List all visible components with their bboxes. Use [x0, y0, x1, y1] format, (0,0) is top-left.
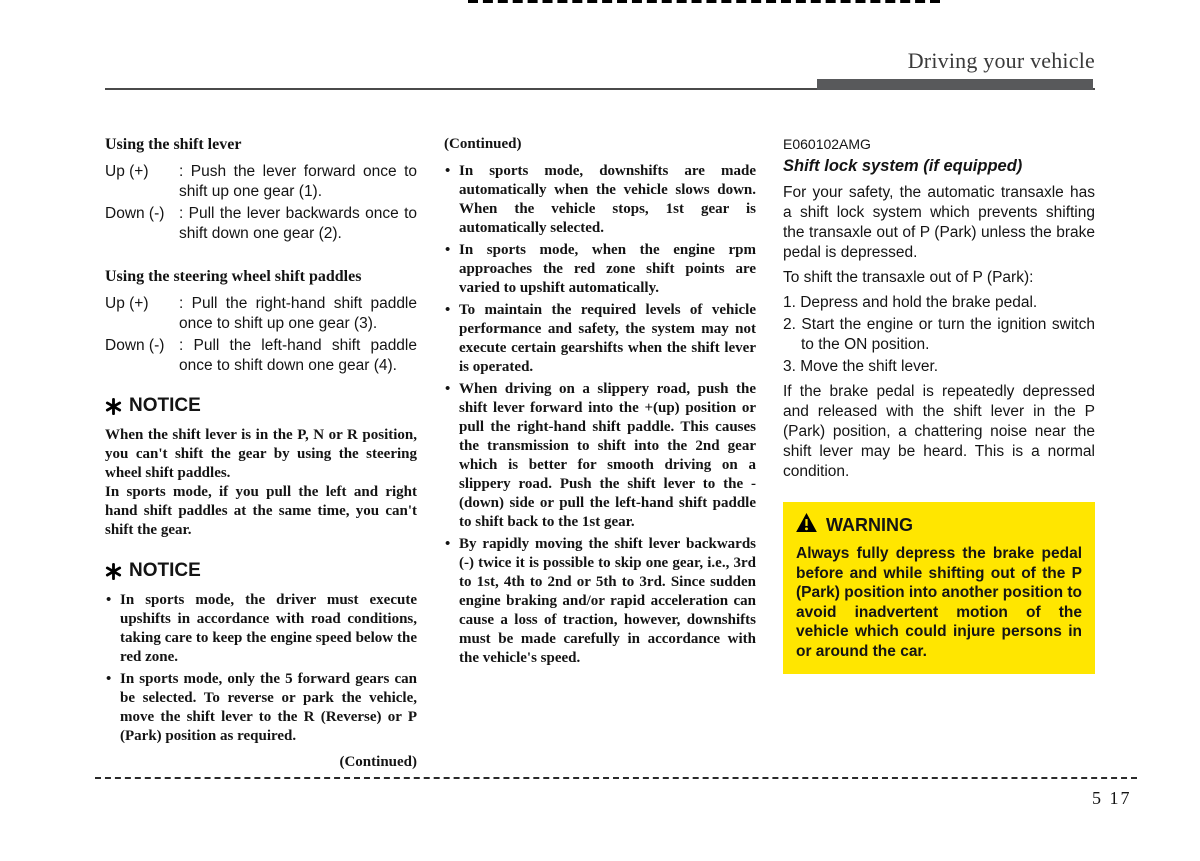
def-term: Up (+): [105, 295, 149, 312]
footer-dashed-rule: [95, 777, 1137, 779]
notice-title: NOTICE: [129, 395, 201, 416]
step-item: 2. Start the engine or turn the ignition switch to the ON position.: [783, 316, 1095, 353]
notice-asterisk-icon: [105, 398, 122, 415]
list-item: • In sports mode, when the engine rpm approaches the red zone shift points are varied to upshift automatically.: [444, 241, 756, 298]
paragraph: For your safety, the automatic transaxle has a shift lock system which prevents shifting the transaxle out of P (Park) unless the brake pedal is depressed.: [783, 184, 1095, 261]
warning-triangle-icon: [796, 513, 817, 537]
print-crop-mark-top: [468, 0, 940, 3]
paragraph: If the brake pedal is repeatedly depressed and released with the shift lever in the P (Park) position, a chattering noise near the shift lever may be heard. This is a normal condition.: [783, 383, 1095, 480]
notice-title: NOTICE: [129, 560, 201, 581]
section-title-shift-lever: Using the shift lever: [105, 136, 242, 153]
warning-title: WARNING: [826, 514, 913, 535]
sports-mode-bullets: [444, 162, 756, 668]
warning-heading: [796, 513, 1082, 537]
def-text: : Pull the right-hand shift paddle once to shift up one gear (3).: [179, 295, 417, 332]
column-middle: [444, 136, 756, 771]
reference-code: E060102AMG: [783, 136, 871, 152]
spacer: [105, 246, 417, 268]
def-text: : Pull the left-hand shift paddle once to shift down one gear (4).: [179, 337, 417, 374]
warning-body: Always fully depress the brake pedal before and while shifting out of the P (Park) position into another position to avoid inadvertent motion of the vehicle which could injure persons in or around the car.: [796, 545, 1082, 660]
page-header: [105, 48, 1095, 90]
list-item: • By rapidly moving the shift lever backwards (-) twice it is possible to skip one gear, i.e., 3rd to 1st, 4th to 2nd or 5th to 3rd. Since sudden engine braking and/or rapid acceleration can cause a loss of traction, however, downshifts must be made carefully in accordance with the vehicle's speed.: [444, 535, 756, 668]
notice-paragraph: In sports mode, if you pull the left and right hand shift paddles at the same time, you can't shift the gear.: [105, 484, 417, 538]
page-title: Driving your vehicle: [907, 48, 1095, 73]
column-right: [783, 136, 1095, 771]
def-term: Down (-): [105, 205, 165, 222]
header-accent-bar: [817, 79, 1093, 90]
content-columns: [105, 136, 1095, 771]
continued-label-bottom: (Continued): [339, 754, 417, 770]
def-text: : Pull the lever backwards once to shift down one gear (2).: [179, 205, 417, 242]
def-text: : Push the lever forward once to shift up one gear (1).: [179, 163, 417, 200]
list-item: • In sports mode, only the 5 forward gears can be selected. To reverse or park the vehicle, move the shift lever to the R (Reverse) or P (Park) position as required.: [105, 670, 417, 746]
step-item: 1. Depress and hold the brake pedal.: [783, 294, 1038, 311]
def-term: Up (+): [105, 163, 149, 180]
def-row-lever-down: [105, 204, 417, 243]
shift-lock-steps: [783, 293, 1095, 377]
def-row-paddle-down: [105, 336, 417, 375]
paragraph: To shift the transaxle out of P (Park):: [783, 269, 1034, 286]
notice-1-body: [105, 426, 417, 540]
notice-2-bullets: [105, 591, 417, 746]
list-item: • When driving on a slippery road, push the shift lever forward into the +(up) position or pull the right-hand shift paddle. This causes the transmission to shift into the 2nd gear which is better for smooth driving on a slippery road. Push the shift lever to the -(down) side or pull the left-hand shift paddle to shift back to the 1st gear.: [444, 380, 756, 532]
notice-asterisk-icon: [105, 563, 122, 580]
header-rule: [105, 77, 1095, 90]
notice-paragraph: When the shift lever is in the P, N or R position, you can't shift the gear by using the steering wheel shift paddles.: [105, 427, 417, 481]
column-left: [105, 136, 417, 771]
warning-box: [783, 502, 1095, 674]
def-term: Down (-): [105, 337, 165, 354]
notice-heading-2: [105, 560, 417, 582]
continued-label-top: (Continued): [444, 136, 522, 152]
page-number: 5 17: [1092, 788, 1132, 808]
shift-lock-note: [783, 382, 1095, 482]
shift-lock-body: [783, 183, 1095, 288]
def-row-paddle-up: [105, 294, 417, 333]
section-title-shift-lock: Shift lock system (if equipped): [783, 157, 1023, 175]
def-row-lever-up: [105, 162, 417, 201]
section-title-shift-paddles: Using the steering wheel shift paddles: [105, 268, 362, 285]
list-item: • To maintain the required levels of vehicle performance and safety, the system may not execute certain gearshifts when the shift lever is operated.: [444, 301, 756, 377]
list-item: • In sports mode, downshifts are made automatically when the vehicle slows down. When the vehicle stops, 1st gear is automatically selected.: [444, 162, 756, 238]
step-item: 3. Move the shift lever.: [783, 358, 939, 375]
notice-heading-1: [105, 395, 417, 417]
list-item: • In sports mode, the driver must execute upshifts in accordance with road conditions, taking care to keep the engine speed below the red zone.: [105, 591, 417, 667]
